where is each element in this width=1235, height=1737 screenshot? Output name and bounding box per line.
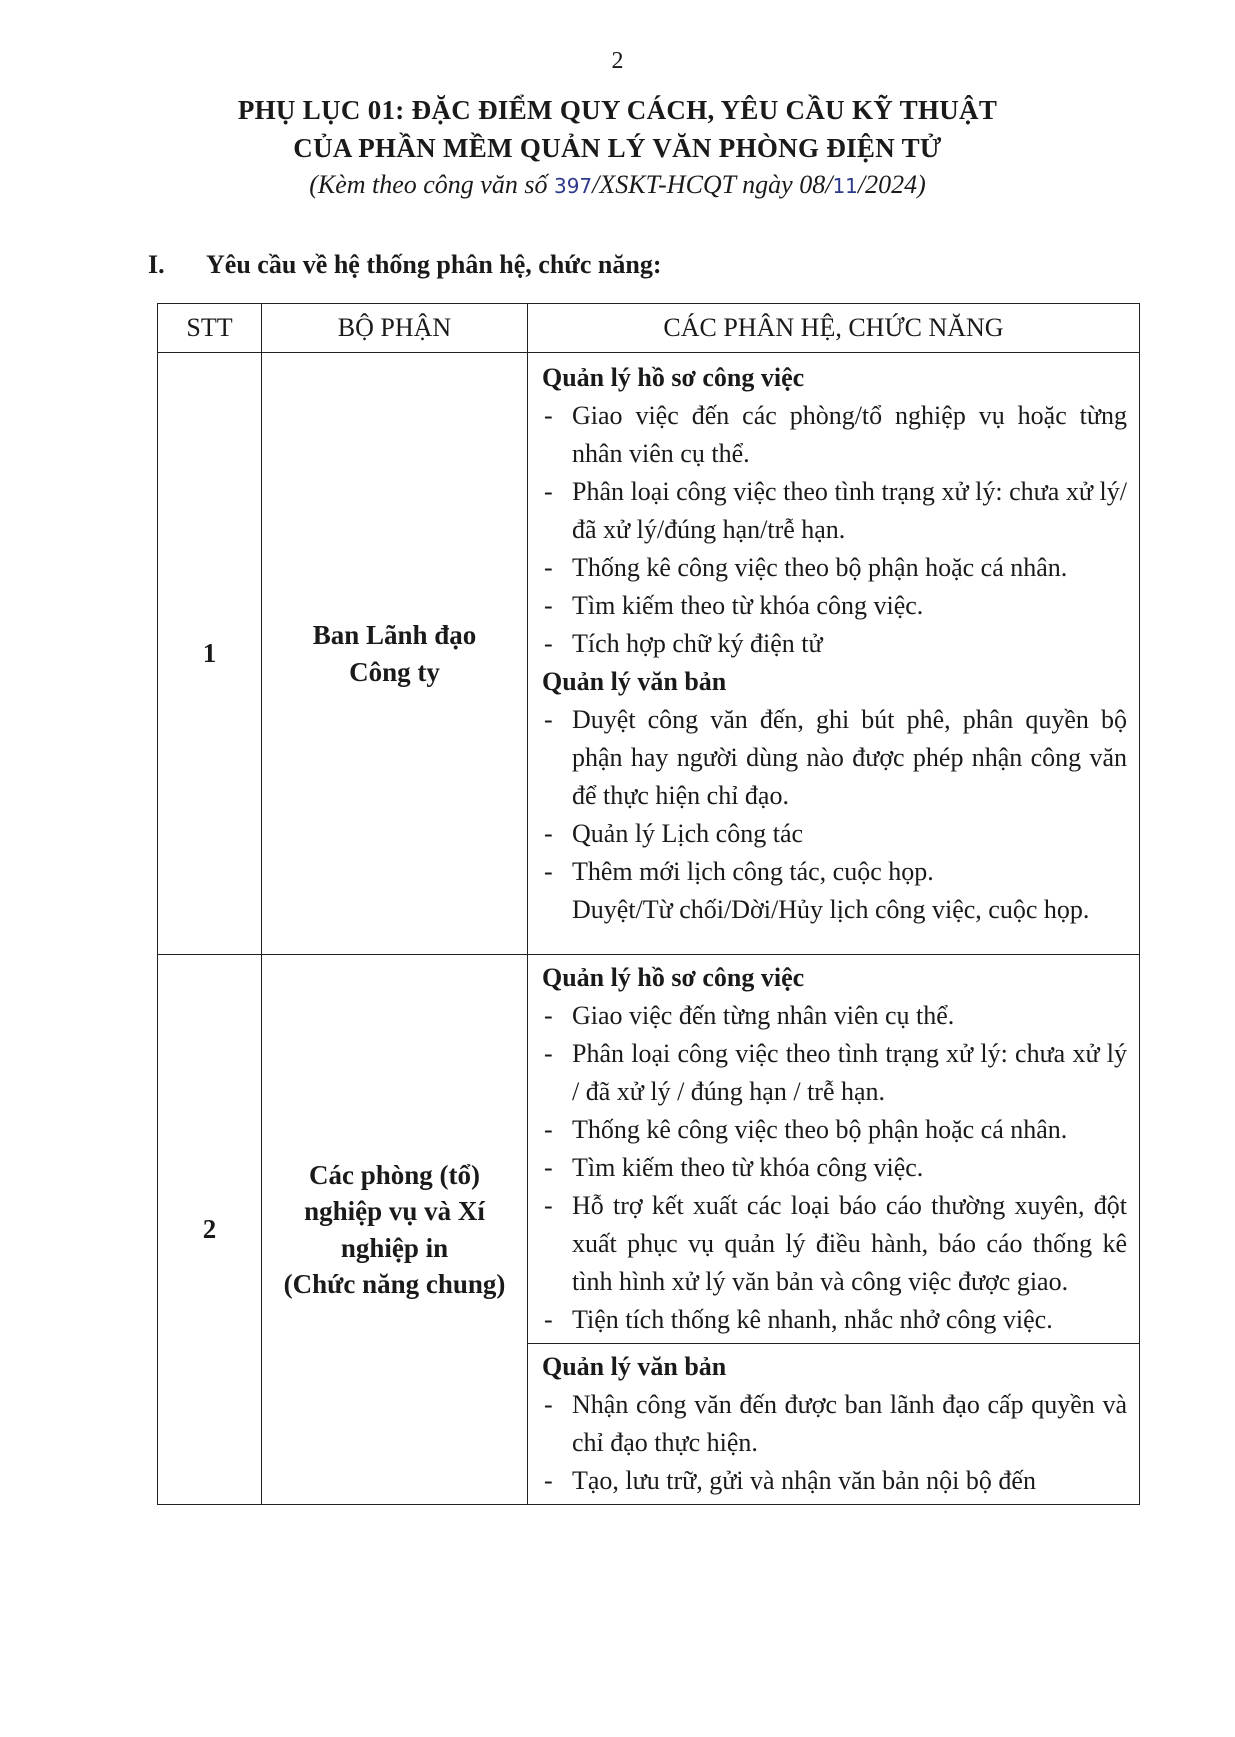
list-item: - Phân loại công việc theo tình trạng xử lý: chưa xử lý/đã xử lý/đúng hạn/trễ hạn. [544, 477, 1127, 544]
table-row [158, 955, 1140, 1505]
dept-line: Công ty [349, 656, 440, 687]
list-item: - Thêm mới lịch công tác, cuộc họp. [544, 857, 934, 886]
list-item: - Tìm kiếm theo từ khóa công việc. [544, 591, 924, 620]
group-title: Quản lý hồ sơ công việc [542, 363, 805, 392]
function-group [528, 955, 1139, 1343]
list-item: - Giao việc đến các phòng/tổ nghiệp vụ hoặc từng nhân viên cụ thể. [544, 401, 1127, 468]
row-stt: 1 [158, 353, 262, 955]
list-item: - Hỗ trợ kết xuất các loại báo cáo thường xuyên, đột xuất phục vụ quản lý điều hành, báo cáo thống kê tình hình xử lý văn bản và công việc được giao. [544, 1191, 1127, 1296]
list-item: - Duyệt công văn đến, ghi bút phê, phân quyền bộ phận hay người dùng nào được phép nhận công văn để thực hiện chỉ đạo. [544, 705, 1127, 810]
row-stt: 2 [158, 955, 262, 1505]
section-title: Yêu cầu về hệ thống phân hệ, chức năng: [206, 250, 662, 279]
list-item: - Thống kê công việc theo bộ phận hoặc cá nhân. [544, 1115, 1068, 1144]
section-heading [148, 250, 662, 280]
appendix-subtitle [0, 170, 1235, 200]
subtitle-suffix: /2024) [857, 170, 926, 199]
group-title: Quản lý hồ sơ công việc [542, 963, 805, 992]
list-item: - Phân loại công việc theo tình trạng xử lý: chưa xử lý / đã xử lý / đúng hạn / trễ hạn. [544, 1039, 1127, 1106]
list-item: - Quản lý Lịch công tác [544, 819, 804, 848]
requirements-table [157, 303, 1140, 1505]
page-number: 2 [611, 48, 624, 74]
handwritten-doc-number: 397 [553, 174, 593, 198]
appendix-title-line2: CỦA PHẦN MỀM QUẢN LÝ VĂN PHÒNG ĐIỆN TỬ [293, 133, 942, 163]
header-department: BỘ PHẬN [262, 304, 528, 353]
header-functions: CÁC PHÂN HỆ, CHỨC NĂNG [528, 304, 1140, 353]
list-item: - Tích hợp chữ ký điện tử [544, 629, 823, 658]
list-item: - Tiện tích thống kê nhanh, nhắc nhở công việc. [544, 1305, 1053, 1334]
list-item-continuation: Duyệt/Từ chối/Dời/Hủy lịch công việc, cuộc họp. [572, 895, 1090, 924]
section-number: I. [148, 250, 165, 279]
appendix-title-line1: PHỤ LỤC 01: ĐẶC ĐIỂM QUY CÁCH, YÊU CẦU KỸ THUẬT [237, 95, 998, 125]
header-stt: STT [158, 304, 262, 353]
list-item: - Giao việc đến từng nhân viên cụ thể. [544, 1001, 955, 1030]
dept-line: nghiệp in [340, 1232, 449, 1263]
dept-line: (Chức năng chung) [283, 1268, 506, 1299]
row-functions [528, 955, 1140, 1505]
subtitle-middle: /XSKT-HCQT ngày 08/ [592, 170, 833, 199]
group-title: Quản lý văn bản [542, 1352, 727, 1381]
list-item: - Tìm kiếm theo từ khóa công việc. [544, 1153, 924, 1182]
handwritten-month: 11 [832, 174, 858, 198]
row-department [262, 353, 528, 955]
function-group [528, 1343, 1139, 1504]
list-item: - Thống kê công việc theo bộ phận hoặc cá nhân. [544, 553, 1068, 582]
row-department [262, 955, 528, 1505]
subtitle-prefix: (Kèm theo công văn số [309, 170, 554, 199]
list-item: - Nhận công văn đến được ban lãnh đạo cấp quyền và chỉ đạo thực hiện. [544, 1390, 1127, 1457]
table-header-row [158, 304, 1140, 353]
table-row [158, 353, 1140, 955]
row-functions [528, 353, 1140, 955]
dept-line: Các phòng (tổ) [308, 1159, 480, 1190]
list-item: - Tạo, lưu trữ, gửi và nhận văn bản nội bộ đến [544, 1466, 1036, 1495]
group-title: Quản lý văn bản [542, 667, 727, 696]
dept-line: Ban Lãnh đạo [312, 620, 477, 651]
dept-line: nghiệp vụ và Xí [304, 1196, 485, 1227]
